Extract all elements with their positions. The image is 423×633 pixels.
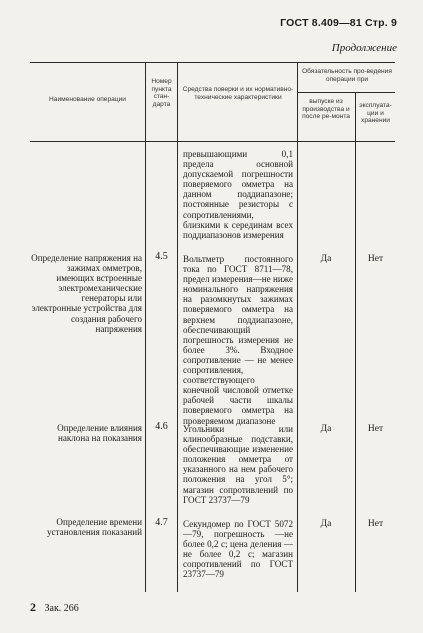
verification-table	[30, 62, 395, 592]
column-header-means: Средства поверки и их нормативно-технические характеристики	[182, 86, 294, 101]
release-cell: Да	[320, 519, 332, 529]
clause-cell: 4.5	[155, 251, 168, 262]
column-header-operation-use: эксплуата-ции и хранении	[359, 102, 392, 125]
means-cell: превышающими 0,1 предела основной допускаемой погрешности поверяемого омметра на данном поддиапазоне; постоянные резисторы с сопротивлениями, близкими к серединам всех поддиапазонов измерения	[183, 149, 293, 240]
table-top-border	[30, 62, 395, 63]
operation-cell: Определение времени установления показаний	[46, 517, 142, 538]
clause-cell: 4.7	[155, 517, 168, 528]
release-cell: Да	[320, 254, 332, 264]
column-divider-4	[355, 92, 356, 592]
column-header-clause: Номер пункта стан-дарта	[151, 78, 172, 108]
page-footer	[30, 600, 79, 615]
operation-use-cell: Нет	[367, 519, 384, 529]
clause-cell: 4.6	[155, 421, 168, 432]
operation-cell: Определение влияния наклона на показания	[57, 423, 142, 444]
column-divider-2	[177, 62, 178, 592]
continuation-label: Продолжение	[331, 42, 397, 54]
page-number: 2	[30, 600, 36, 614]
operation-use-cell: Нет	[367, 424, 384, 434]
header-bottom-border	[30, 141, 395, 142]
obligation-subheader-divider	[297, 92, 395, 93]
standard-header: ГОСТ 8.409—81 Стр. 9	[280, 17, 397, 29]
column-divider-3	[297, 62, 298, 592]
operation-cell: Определение напряжения на зажимах омметров, имеющих встроенные электромеханические генераторы или электронные устройства для создания рабочего напряжения	[31, 253, 142, 334]
column-header-release: выпуске из производства и после ре-монта	[302, 98, 350, 121]
operation-use-cell: Нет	[367, 254, 384, 264]
release-cell: Да	[320, 424, 332, 434]
means-cell: Угольники или клинообразные подставки, обеспечивающие изменение положения омметра от указанного на нем рабочего положения на угол 5°; магазин сопротивлений по ГОСТ 23737—79	[183, 424, 293, 505]
column-header-obligation: Обязательность про-ведения операции при	[302, 68, 392, 83]
column-divider-1	[145, 62, 146, 592]
means-cell: Секундомер по ГОСТ 5072—79, погрешность —не более 0,2 с; цена деления — не более 0,2 с; магазин сопротивлений по ГОСТ 23737—79	[183, 519, 293, 580]
column-header-operation: Наименование операции	[49, 96, 126, 103]
order-number: Зак. 266	[44, 603, 79, 614]
means-cell: Вольтметр постоянного тока по ГОСТ 8711—78, предел измерения—не ниже номинального напряжения на разомкнутых зажимах поверяемого омметра на верхнем поддиапазоне, обеспечивающий погрешность измерения не более 3%. Входное сопротивление — не менее сопротивления, соответствующего конечной числовой отметке рабочей части шкалы поверяемого омметра на проверяемом диапазоне	[183, 254, 293, 426]
